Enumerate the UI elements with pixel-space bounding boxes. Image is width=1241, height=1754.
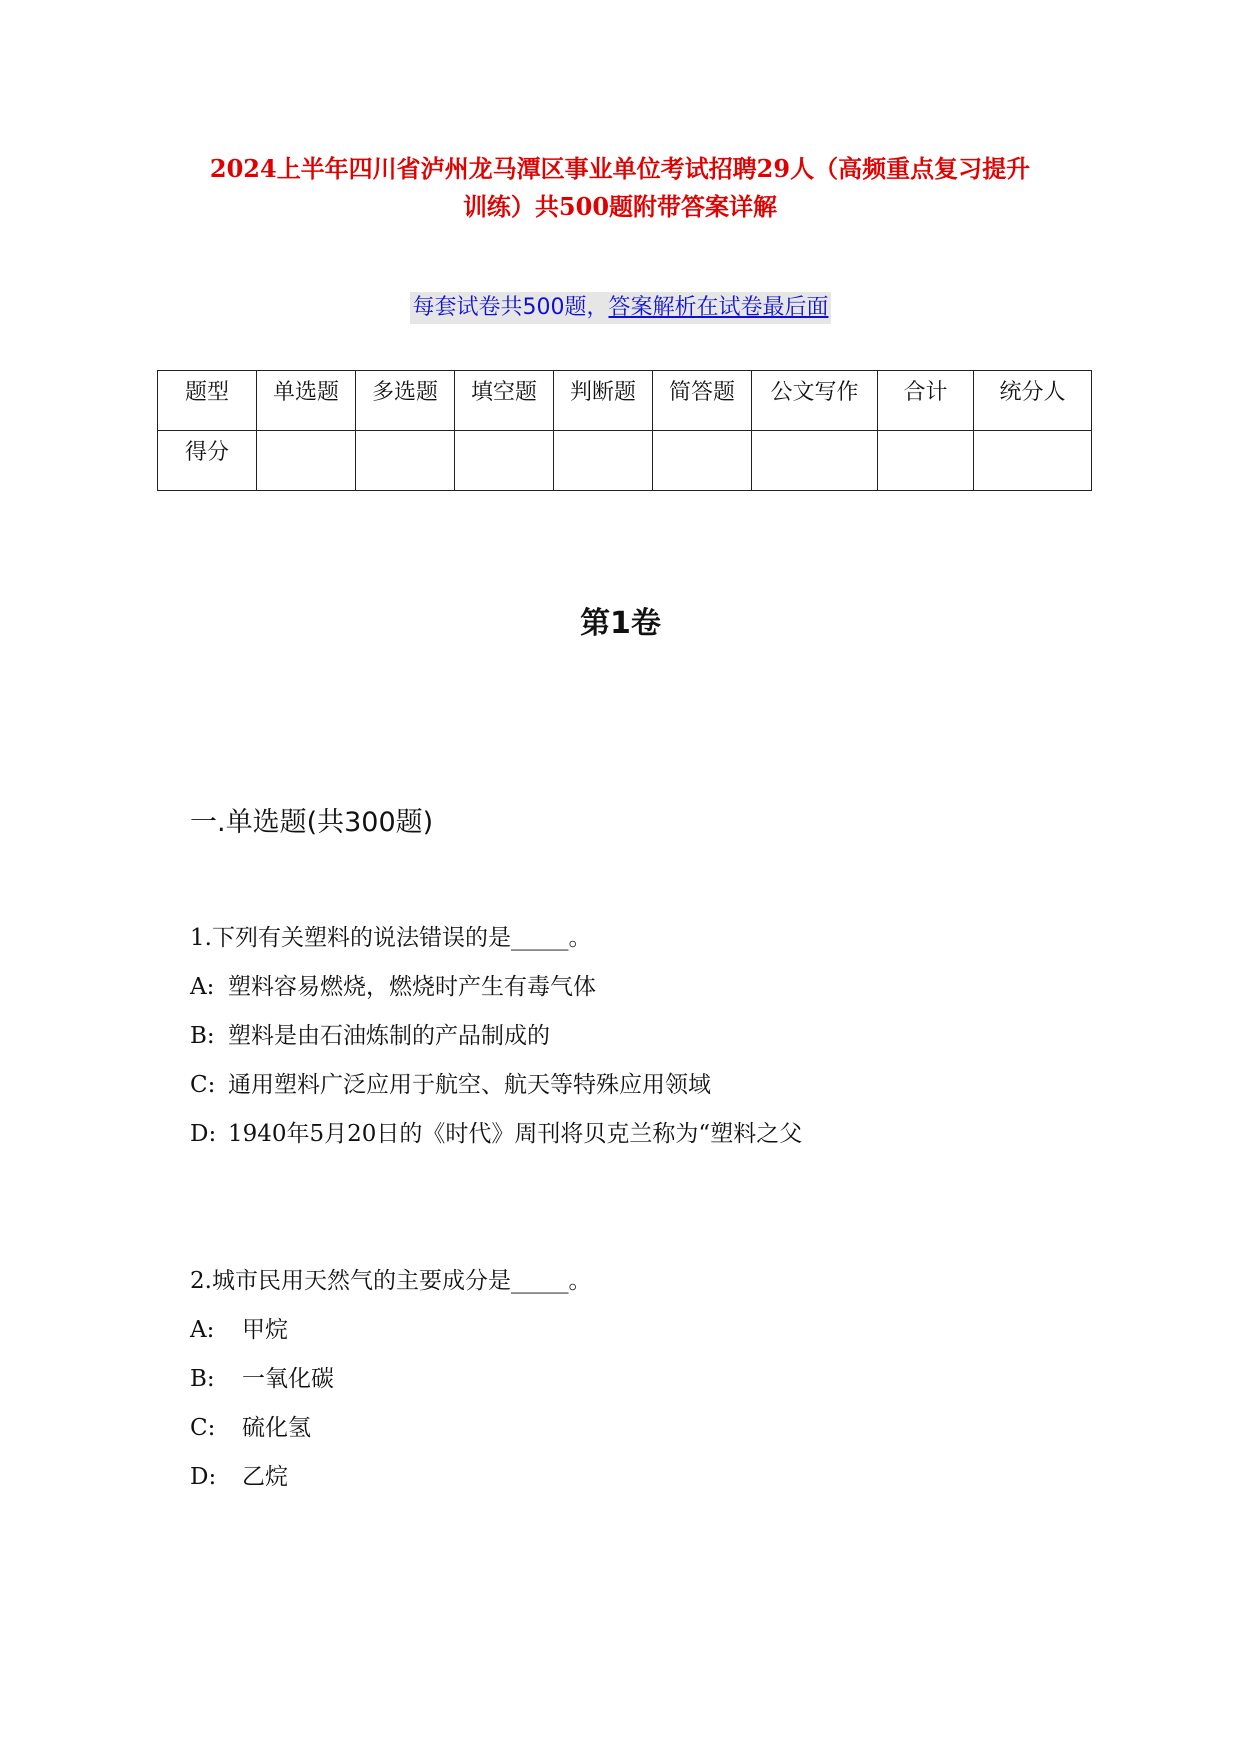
option-key: D: [190, 1464, 217, 1490]
score-cell [257, 431, 356, 491]
header-cell-single-choice: 单选题 [257, 371, 356, 431]
question-2 [190, 1257, 591, 1502]
header-cell-multi-choice: 多选题 [356, 371, 455, 431]
notice-wrapper [0, 292, 1241, 324]
notice-text: 每套试卷共500题， [412, 295, 609, 320]
option-text: 1940年5月20日的《时代》周刊将贝克兰称为“塑料之父 [228, 1121, 803, 1147]
header-cell-fill-blank: 填空题 [455, 371, 554, 431]
option-key: D: [190, 1121, 217, 1147]
option-c [190, 1404, 591, 1453]
question-stem: 2.城市民用天然气的主要成分是_____。 [190, 1268, 592, 1294]
option-text: 甲烷 [242, 1317, 288, 1343]
option-text: 一氧化碳 [242, 1366, 334, 1392]
option-text: 塑料容易燃烧，燃烧时产生有毒气体 [228, 974, 596, 1000]
option-key: A: [190, 974, 215, 1000]
question-stem: 1.下列有关塑料的说法错误的是_____。 [190, 925, 592, 951]
option-key: B: [190, 1023, 215, 1049]
score-cell [878, 431, 974, 491]
score-cell [455, 431, 554, 491]
option-text: 乙烷 [242, 1464, 288, 1490]
header-cell-scorer: 统分人 [974, 371, 1092, 431]
score-table-score-row [158, 431, 1092, 491]
score-cell [653, 431, 752, 491]
document-title [150, 150, 1090, 226]
score-table-header-row [158, 371, 1092, 431]
score-row-label: 得分 [158, 431, 257, 491]
option-d [190, 1453, 591, 1502]
option-text: 通用塑料广泛应用于航空、航天等特殊应用领域 [228, 1072, 711, 1098]
header-cell-official-writing: 公文写作 [752, 371, 878, 431]
title-line-2: 训练）共500题附带答案详解 [462, 192, 778, 221]
option-text: 塑料是由石油炼制的产品制成的 [228, 1023, 550, 1049]
option-b [190, 1012, 802, 1061]
title-line-1: 2024上半年四川省泸州龙马潭区事业单位考试招聘29人（高频重点复习提升 [209, 154, 1031, 183]
question-1 [190, 914, 802, 1159]
header-cell-total: 合计 [878, 371, 974, 431]
notice-underlined-text: 答案解析在试卷最后面 [608, 295, 829, 320]
option-key: C: [190, 1415, 216, 1441]
header-cell-type: 题型 [158, 371, 257, 431]
option-d [190, 1110, 802, 1159]
score-cell [752, 431, 878, 491]
section-heading: 一.单选题(共300题) [190, 807, 434, 838]
score-cell [554, 431, 653, 491]
option-key: A: [190, 1317, 215, 1343]
option-b [190, 1355, 591, 1404]
notice-banner [410, 292, 830, 324]
volume-heading: 第1卷 [580, 606, 661, 641]
option-key: C: [190, 1072, 216, 1098]
option-key: B: [190, 1366, 215, 1392]
header-cell-short-answer: 简答题 [653, 371, 752, 431]
option-text: 硫化氢 [242, 1415, 311, 1441]
option-a [190, 963, 802, 1012]
score-table [157, 370, 1092, 491]
header-cell-true-false: 判断题 [554, 371, 653, 431]
score-cell [974, 431, 1092, 491]
option-a [190, 1306, 591, 1355]
score-cell [356, 431, 455, 491]
option-c [190, 1061, 802, 1110]
